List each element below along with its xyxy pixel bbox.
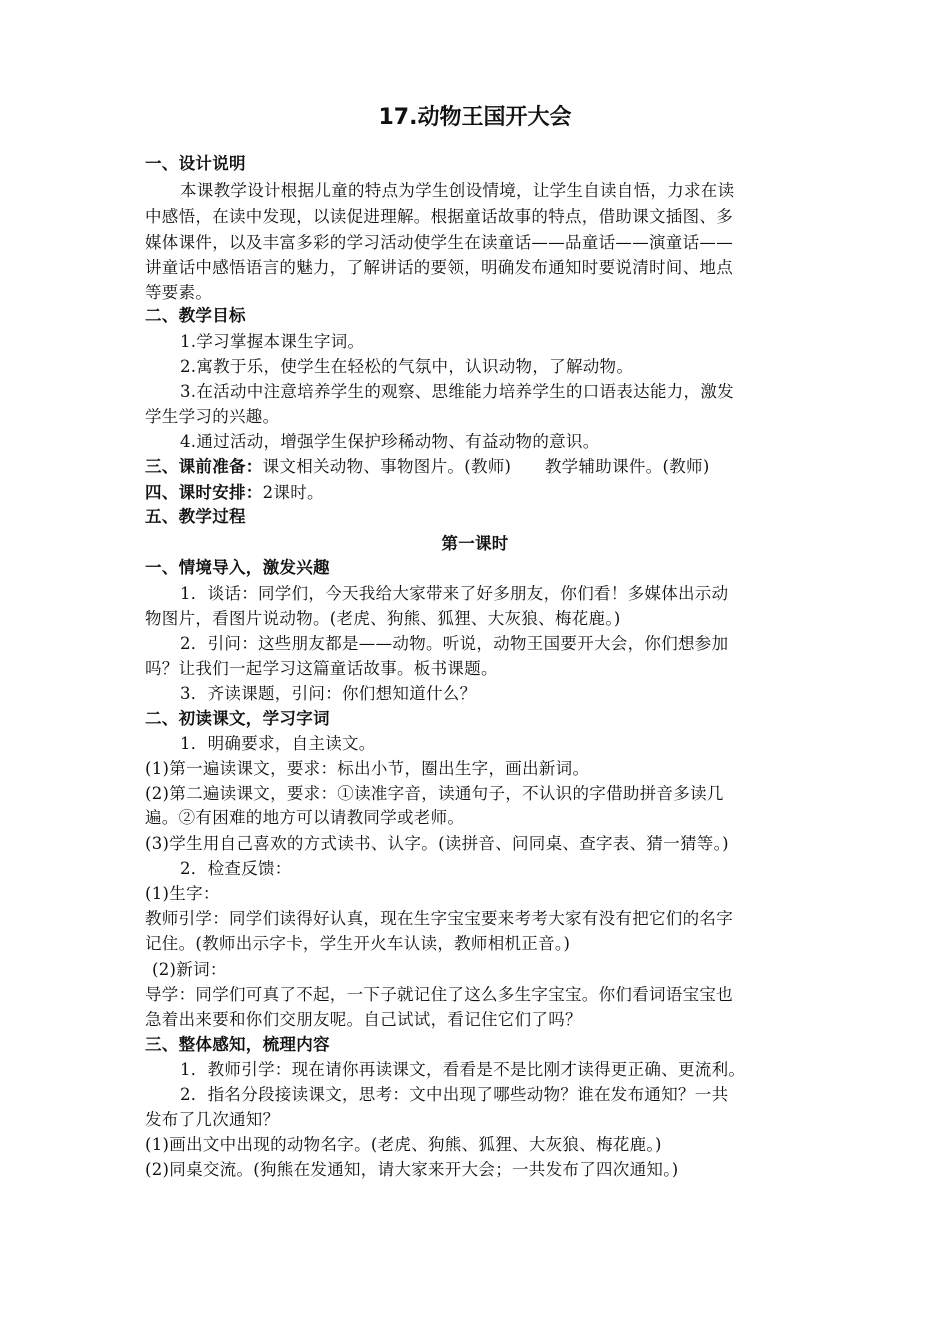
paragraph-line: 吗？让我们一起学习这篇童话故事。板书课题。: [145, 659, 498, 678]
section-heading-design: 一、设计说明: [145, 154, 246, 173]
prep-text: 课文相关动物、事物图片。(教师) 教学辅助课件。(教师): [262, 457, 710, 476]
step-heading-overview: 三、整体感知，梳理内容: [145, 1035, 330, 1054]
paragraph-line: 讲童话中感悟语言的魅力，了解讲话的要领，明确发布通知时要说清时间、地点: [145, 258, 733, 277]
section-heading-process: 五、教学过程: [145, 507, 246, 526]
schedule-text: 2课时。: [262, 483, 324, 502]
paragraph-line: 2．引问：这些朋友都是——动物。听说，动物王国要开大会，你们想参加: [180, 634, 729, 653]
paragraph-line: 物图片，看图片说动物。(老虎、狗熊、狐狸、大灰狼、梅花鹿。): [145, 609, 621, 628]
paragraph-line: 导学：同学们可真了不起，一下子就记住了这么多生字宝宝。你们看词语宝宝也: [145, 985, 733, 1004]
goal-item: 4.通过活动，增强学生保护珍稀动物、有益动物的意识。: [180, 432, 600, 451]
prep-line: [145, 453, 710, 477]
paragraph-line: (1)第一遍读课文，要求：标出小节，圈出生字，画出新词。: [145, 759, 590, 778]
goal-item: 1.学习掌握本课生字词。: [180, 332, 365, 351]
paragraph-line: 1．谈话：同学们，今天我给大家带来了好多朋友，你们看！多媒体出示动: [180, 584, 729, 603]
paragraph-line: 等要素。: [145, 283, 213, 302]
paragraph-line: 3．齐读课题，引问：你们想知道什么？: [180, 684, 477, 703]
step-heading-intro: 一、情境导入，激发兴趣: [145, 558, 330, 577]
paragraph-line: 急着出来要和你们交朋友呢。自己试试，看记住它们了吗？: [145, 1010, 582, 1029]
goal-item: 学生学习的兴趣。: [145, 407, 280, 426]
paragraph-line: 媒体课件，以及丰富多彩的学习活动使学生在读童话——品童话——演童话——: [145, 233, 733, 252]
prep-label: 三、课前准备：: [145, 457, 263, 476]
goal-item: 2.寓教于乐，使学生在轻松的气氛中，认识动物，了解动物。: [180, 357, 634, 376]
paragraph-line: 1．教师引学：现在请你再读课文，看看是不是比刚才读得更正确、更流利。: [180, 1060, 746, 1079]
paragraph-line: 本课教学设计根据儿童的特点为学生创设情境，让学生自读自悟，力求在读: [180, 181, 735, 200]
paragraph-line: (3)学生用自己喜欢的方式读书、认字。(读拼音、问同桌、查字表、猜一猜等。): [145, 834, 729, 853]
paragraph-line: (2)新词：: [152, 960, 227, 979]
page-title: 17.动物王国开大会: [378, 105, 572, 130]
paragraph-line: 发布了几次通知？: [145, 1110, 280, 1129]
paragraph-line: 1．明确要求，自主读文。: [180, 734, 376, 753]
paragraph-line: 2．指名分段接读课文，思考：文中出现了哪些动物？谁在发布通知？一共: [180, 1085, 729, 1104]
paragraph-line: (2)同桌交流。(狗熊在发通知，请大家来开大会；一共发布了四次通知。): [145, 1160, 679, 1179]
paragraph-line: 2．检查反馈：: [180, 859, 292, 878]
paragraph-line: 记住。(教师出示字卡，学生开火车认读，教师相机正音。): [145, 934, 571, 953]
paragraph-line: (1)画出文中出现的动物名字。(老虎、狗熊、狐狸、大灰狼、梅花鹿。): [145, 1135, 662, 1154]
section-heading-goals: 二、教学目标: [145, 306, 246, 325]
goal-item: 3.在活动中注意培养学生的观察、思维能力培养学生的口语表达能力，激发: [180, 382, 734, 401]
paragraph-line: (2)第二遍读课文，要求：①读准字音，读通句子，不认识的字借助拼音多读几: [145, 784, 724, 803]
step-heading-reading: 二、初读课文，学习字词: [145, 709, 330, 728]
paragraph-line: 中感悟，在读中发现，以读促进理解。根据童话故事的特点，借助课文插图、多: [145, 207, 733, 226]
schedule-label: 四、课时安排：: [145, 483, 263, 502]
paragraph-line: 遍。②有困难的地方可以请教同学或老师。: [145, 808, 465, 827]
paragraph-line: (1)生字：: [145, 884, 220, 903]
paragraph-line: 教师引学：同学们读得好认真，现在生字宝宝要来考考大家有没有把它们的名字: [145, 909, 733, 928]
lesson-heading: 第一课时: [441, 534, 509, 553]
schedule-line: [145, 479, 324, 503]
